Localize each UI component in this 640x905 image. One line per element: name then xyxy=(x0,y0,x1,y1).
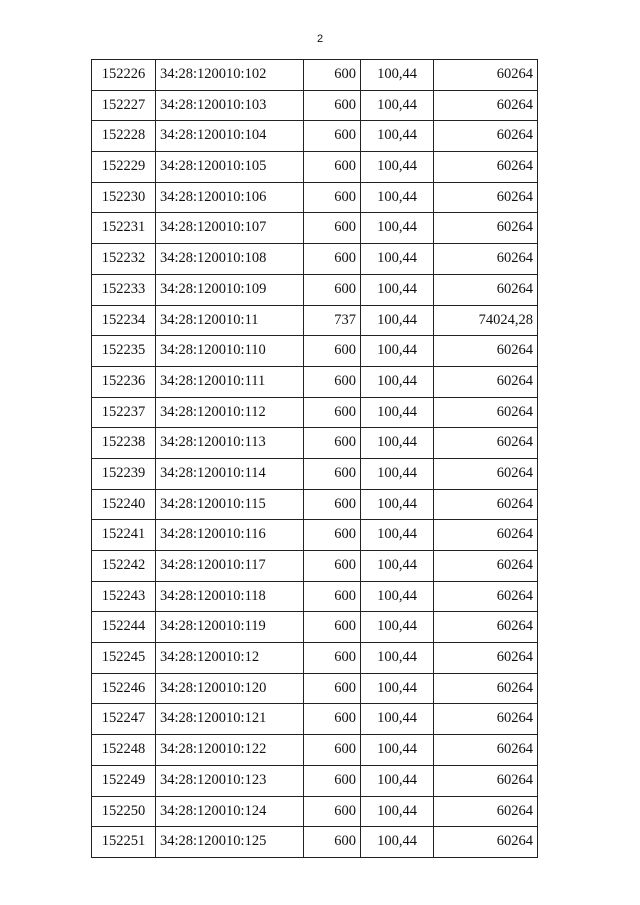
cell-total: 60264 xyxy=(434,274,538,305)
cell-id: 152236 xyxy=(92,366,156,397)
cell-area: 600 xyxy=(304,428,361,459)
cell-total: 60264 xyxy=(434,60,538,91)
cell-id: 152247 xyxy=(92,704,156,735)
table-row xyxy=(92,735,538,766)
cell-price: 100,44 xyxy=(361,489,434,520)
cell-cadastral-number: 34:28:120010:105 xyxy=(156,152,304,183)
cell-cadastral-number: 34:28:120010:122 xyxy=(156,735,304,766)
cell-area: 600 xyxy=(304,90,361,121)
cell-price: 100,44 xyxy=(361,60,434,91)
cell-id: 152227 xyxy=(92,90,156,121)
cell-cadastral-number: 34:28:120010:106 xyxy=(156,182,304,213)
cell-cadastral-number: 34:28:120010:102 xyxy=(156,60,304,91)
cell-total: 60264 xyxy=(434,458,538,489)
table-row xyxy=(92,244,538,275)
table-row xyxy=(92,60,538,91)
cell-id: 152249 xyxy=(92,765,156,796)
page-number: 2 xyxy=(316,33,324,45)
cell-area: 600 xyxy=(304,612,361,643)
table-row xyxy=(92,274,538,305)
cell-cadastral-number: 34:28:120010:103 xyxy=(156,90,304,121)
cell-total: 60264 xyxy=(434,643,538,674)
cell-total: 60264 xyxy=(434,90,538,121)
cell-price: 100,44 xyxy=(361,366,434,397)
cell-price: 100,44 xyxy=(361,520,434,551)
cell-id: 152238 xyxy=(92,428,156,459)
table-row xyxy=(92,213,538,244)
table-row xyxy=(92,612,538,643)
cell-cadastral-number: 34:28:120010:114 xyxy=(156,458,304,489)
cell-price: 100,44 xyxy=(361,152,434,183)
cell-total: 60264 xyxy=(434,551,538,582)
cell-cadastral-number: 34:28:120010:115 xyxy=(156,489,304,520)
cell-area: 600 xyxy=(304,796,361,827)
cell-cadastral-number: 34:28:120010:11 xyxy=(156,305,304,336)
cell-area: 600 xyxy=(304,489,361,520)
table-row xyxy=(92,827,538,858)
cell-id: 152245 xyxy=(92,643,156,674)
cell-total: 60264 xyxy=(434,182,538,213)
cell-price: 100,44 xyxy=(361,765,434,796)
cell-id: 152233 xyxy=(92,274,156,305)
table-row xyxy=(92,182,538,213)
cell-area: 600 xyxy=(304,366,361,397)
cell-id: 152230 xyxy=(92,182,156,213)
table-row xyxy=(92,489,538,520)
cell-total: 60264 xyxy=(434,428,538,459)
cell-price: 100,44 xyxy=(361,428,434,459)
cell-cadastral-number: 34:28:120010:121 xyxy=(156,704,304,735)
cell-area: 600 xyxy=(304,735,361,766)
table-row xyxy=(92,796,538,827)
table-row xyxy=(92,121,538,152)
table-row xyxy=(92,581,538,612)
cell-id: 152244 xyxy=(92,612,156,643)
cell-cadastral-number: 34:28:120010:108 xyxy=(156,244,304,275)
table-row xyxy=(92,90,538,121)
cell-price: 100,44 xyxy=(361,182,434,213)
data-table xyxy=(91,59,538,858)
cell-id: 152237 xyxy=(92,397,156,428)
cell-total: 60264 xyxy=(434,397,538,428)
cell-price: 100,44 xyxy=(361,274,434,305)
cell-area: 600 xyxy=(304,581,361,612)
cell-cadastral-number: 34:28:120010:120 xyxy=(156,673,304,704)
cell-area: 600 xyxy=(304,152,361,183)
cell-id: 152240 xyxy=(92,489,156,520)
cell-total: 60264 xyxy=(434,336,538,367)
cell-cadastral-number: 34:28:120010:107 xyxy=(156,213,304,244)
table-row xyxy=(92,765,538,796)
cell-id: 152232 xyxy=(92,244,156,275)
table-row xyxy=(92,336,538,367)
cell-area: 600 xyxy=(304,673,361,704)
table-row xyxy=(92,704,538,735)
table-row xyxy=(92,152,538,183)
table-row xyxy=(92,520,538,551)
cell-price: 100,44 xyxy=(361,735,434,766)
cell-id: 152235 xyxy=(92,336,156,367)
cell-price: 100,44 xyxy=(361,121,434,152)
cell-price: 100,44 xyxy=(361,581,434,612)
cell-id: 152231 xyxy=(92,213,156,244)
cell-id: 152239 xyxy=(92,458,156,489)
table-row xyxy=(92,643,538,674)
cell-id: 152226 xyxy=(92,60,156,91)
cell-price: 100,44 xyxy=(361,397,434,428)
cell-area: 600 xyxy=(304,397,361,428)
cell-area: 737 xyxy=(304,305,361,336)
cell-cadastral-number: 34:28:120010:112 xyxy=(156,397,304,428)
cell-cadastral-number: 34:28:120010:113 xyxy=(156,428,304,459)
cell-price: 100,44 xyxy=(361,458,434,489)
cell-total: 60264 xyxy=(434,520,538,551)
cell-cadastral-number: 34:28:120010:109 xyxy=(156,274,304,305)
table-row xyxy=(92,305,538,336)
table-row xyxy=(92,458,538,489)
cell-total: 60264 xyxy=(434,489,538,520)
cell-total: 60264 xyxy=(434,244,538,275)
cell-price: 100,44 xyxy=(361,244,434,275)
cell-total: 60264 xyxy=(434,213,538,244)
cell-cadastral-number: 34:28:120010:110 xyxy=(156,336,304,367)
cell-area: 600 xyxy=(304,121,361,152)
cell-cadastral-number: 34:28:120010:118 xyxy=(156,581,304,612)
cell-price: 100,44 xyxy=(361,704,434,735)
cell-area: 600 xyxy=(304,765,361,796)
cell-total: 60264 xyxy=(434,581,538,612)
cell-price: 100,44 xyxy=(361,305,434,336)
table-row xyxy=(92,428,538,459)
cell-area: 600 xyxy=(304,244,361,275)
cell-cadastral-number: 34:28:120010:12 xyxy=(156,643,304,674)
cell-price: 100,44 xyxy=(361,643,434,674)
cell-total: 60264 xyxy=(434,796,538,827)
cell-area: 600 xyxy=(304,213,361,244)
cell-cadastral-number: 34:28:120010:123 xyxy=(156,765,304,796)
cell-cadastral-number: 34:28:120010:116 xyxy=(156,520,304,551)
cell-total: 60264 xyxy=(434,121,538,152)
cell-total: 60264 xyxy=(434,612,538,643)
cell-price: 100,44 xyxy=(361,213,434,244)
table-row xyxy=(92,397,538,428)
cell-cadastral-number: 34:28:120010:119 xyxy=(156,612,304,643)
cell-area: 600 xyxy=(304,274,361,305)
table-body xyxy=(92,60,538,858)
cell-id: 152248 xyxy=(92,735,156,766)
cell-total: 60264 xyxy=(434,827,538,858)
cell-cadastral-number: 34:28:120010:124 xyxy=(156,796,304,827)
cell-id: 152242 xyxy=(92,551,156,582)
cell-area: 600 xyxy=(304,458,361,489)
cell-price: 100,44 xyxy=(361,827,434,858)
cell-total: 60264 xyxy=(434,366,538,397)
cell-total: 60264 xyxy=(434,704,538,735)
cell-area: 600 xyxy=(304,551,361,582)
cell-price: 100,44 xyxy=(361,551,434,582)
cell-id: 152251 xyxy=(92,827,156,858)
cell-id: 152234 xyxy=(92,305,156,336)
cell-price: 100,44 xyxy=(361,673,434,704)
cell-total: 60264 xyxy=(434,765,538,796)
cell-area: 600 xyxy=(304,643,361,674)
cell-cadastral-number: 34:28:120010:125 xyxy=(156,827,304,858)
cell-total: 60264 xyxy=(434,735,538,766)
cell-id: 152229 xyxy=(92,152,156,183)
cell-cadastral-number: 34:28:120010:111 xyxy=(156,366,304,397)
cell-area: 600 xyxy=(304,60,361,91)
cell-price: 100,44 xyxy=(361,336,434,367)
cell-price: 100,44 xyxy=(361,612,434,643)
cell-id: 152241 xyxy=(92,520,156,551)
cell-cadastral-number: 34:28:120010:104 xyxy=(156,121,304,152)
cell-id: 152243 xyxy=(92,581,156,612)
cell-cadastral-number: 34:28:120010:117 xyxy=(156,551,304,582)
cell-total: 74024,28 xyxy=(434,305,538,336)
cell-area: 600 xyxy=(304,827,361,858)
cell-area: 600 xyxy=(304,520,361,551)
cell-id: 152228 xyxy=(92,121,156,152)
cell-id: 152246 xyxy=(92,673,156,704)
cell-total: 60264 xyxy=(434,152,538,183)
cell-area: 600 xyxy=(304,182,361,213)
cell-area: 600 xyxy=(304,336,361,367)
cell-price: 100,44 xyxy=(361,796,434,827)
cell-price: 100,44 xyxy=(361,90,434,121)
cell-total: 60264 xyxy=(434,673,538,704)
table-row xyxy=(92,551,538,582)
cell-area: 600 xyxy=(304,704,361,735)
cell-id: 152250 xyxy=(92,796,156,827)
table-row xyxy=(92,673,538,704)
table-row xyxy=(92,366,538,397)
